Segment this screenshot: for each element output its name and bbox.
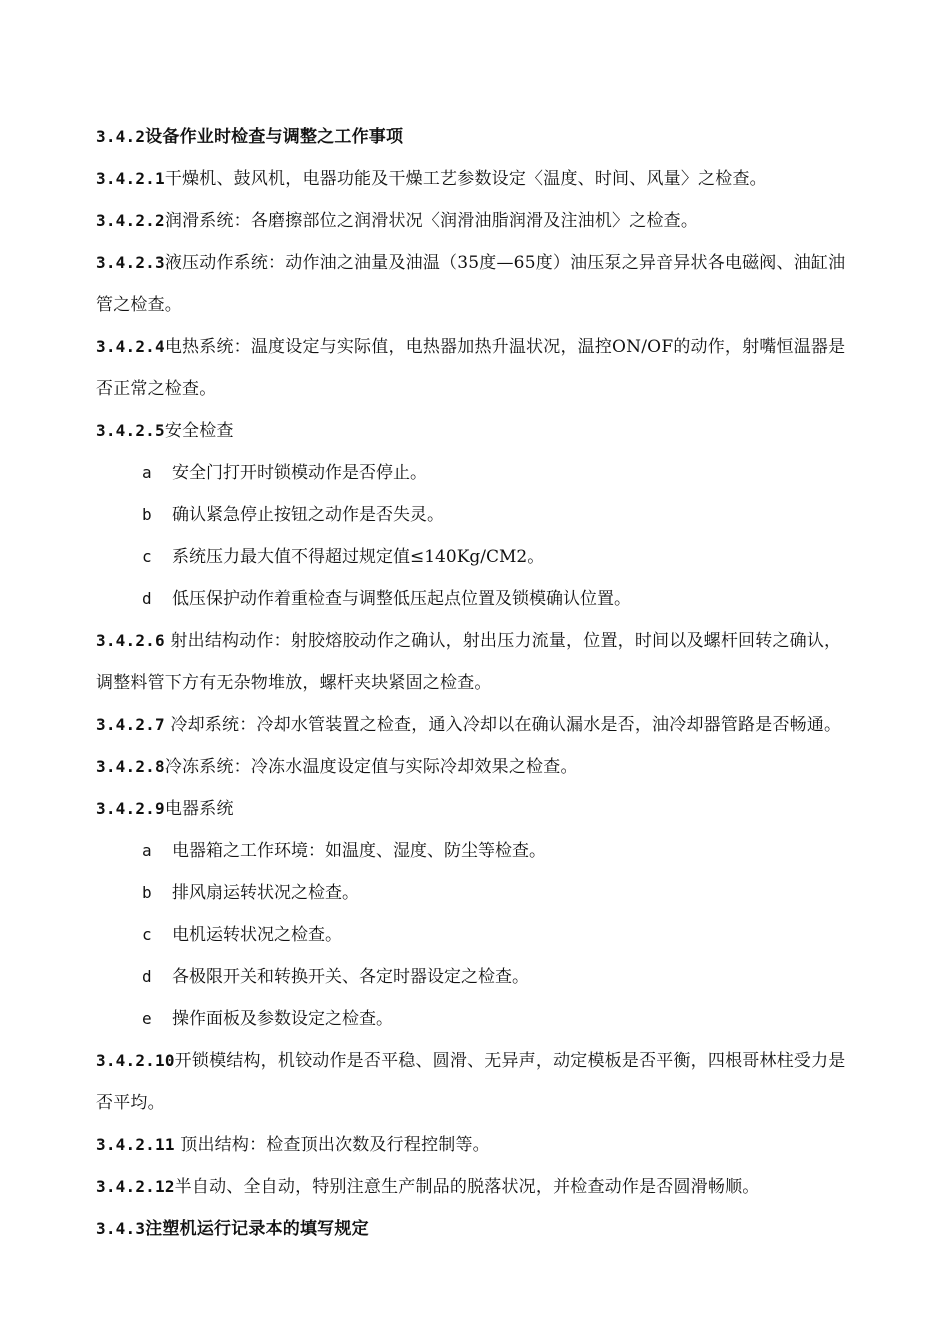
paragraph-3-4-2-5: 3.4.2.5安全检查: [96, 421, 234, 441]
list-item: c 系统压力最大值不得超过规定值≤140Kg/CM2。: [142, 547, 545, 567]
list-item: d 各极限开关和转换开关、各定时器设定之检查。: [142, 967, 529, 987]
paragraph-3-4-2-2: 3.4.2.2润滑系统：各磨擦部位之润滑状况〈润滑油脂润滑及注油机〉之检查。: [96, 211, 699, 231]
paragraph-3-4-2-8: 3.4.2.8冷冻系统：冷冻水温度设定值与实际冷却效果之检查。: [96, 757, 578, 777]
paragraph-3-4-2-1: 3.4.2.1干燥机、鼓风机，电器功能及干燥工艺参数设定〈温度、时间、风量〉之检查。: [96, 169, 767, 189]
paragraph-3-4-2-11: 3.4.2.11 顶出结构：检查顶出次数及行程控制等。: [96, 1135, 490, 1155]
paragraph-3-4-2-3: 3.4.2.3液压动作系统：动作油之油量及油温（35度—65度）油压泵之异音异状各电磁阀、油缸油: [96, 253, 846, 273]
paragraph-3-4-2-6: 3.4.2.6 射出结构动作：射胶熔胶动作之确认，射出压力流量，位置，时间以及螺杆回转之确认，: [96, 631, 842, 651]
list-item: b 确认紧急停止按钮之动作是否失灵。: [142, 505, 444, 525]
list-item: a 安全门打开时锁模动作是否停止。: [142, 463, 427, 483]
paragraph-3-4-2-4-cont: 否正常之检查。: [96, 379, 217, 399]
paragraph-3-4-2-4: 3.4.2.4电热系统：温度设定与实际值，电热器加热升温状况，温控ON/OF的动作，射嘴恒温器是: [96, 337, 846, 357]
paragraph-3-4-2-10: 3.4.2.10开锁模结构，机铰动作是否平稳、圆滑、无异声，动定模板是否平衡，四根哥林柱受力是: [96, 1051, 846, 1071]
paragraph-3-4-2-6-cont: 调整料管下方有无杂物堆放，螺杆夹块紧固之检查。: [96, 673, 492, 693]
paragraph-3-4-2-3-cont: 管之检查。: [96, 295, 182, 315]
paragraph-3-4-2-9: 3.4.2.9电器系统: [96, 799, 234, 819]
paragraph-3-4-2-12: 3.4.2.12半自动、全自动，特别注意生产制品的脱落状况，并检查动作是否圆滑畅顺。: [96, 1177, 760, 1197]
paragraph-3-4-2-7: 3.4.2.7 冷却系统：冷却水管装置之检查，通入冷却以在确认漏水是否，油冷却器管路是否畅通。: [96, 715, 842, 735]
list-item: e 操作面板及参数设定之检查。: [142, 1009, 393, 1029]
list-item: a 电器箱之工作环境：如温度、湿度、防尘等检查。: [142, 841, 546, 861]
list-item: c 电机运转状况之检查。: [142, 925, 342, 945]
section-heading-3-4-3: 3.4.3注塑机运行记录本的填写规定: [96, 1219, 369, 1239]
section-heading-3-4-2: 3.4.2设备作业时检查与调整之工作事项: [96, 127, 404, 147]
list-item: d 低压保护动作着重检查与调整低压起点位置及锁模确认位置。: [142, 589, 631, 609]
list-item: b 排风扇运转状况之检查。: [142, 883, 359, 903]
paragraph-3-4-2-10-cont: 否平均。: [96, 1093, 165, 1113]
